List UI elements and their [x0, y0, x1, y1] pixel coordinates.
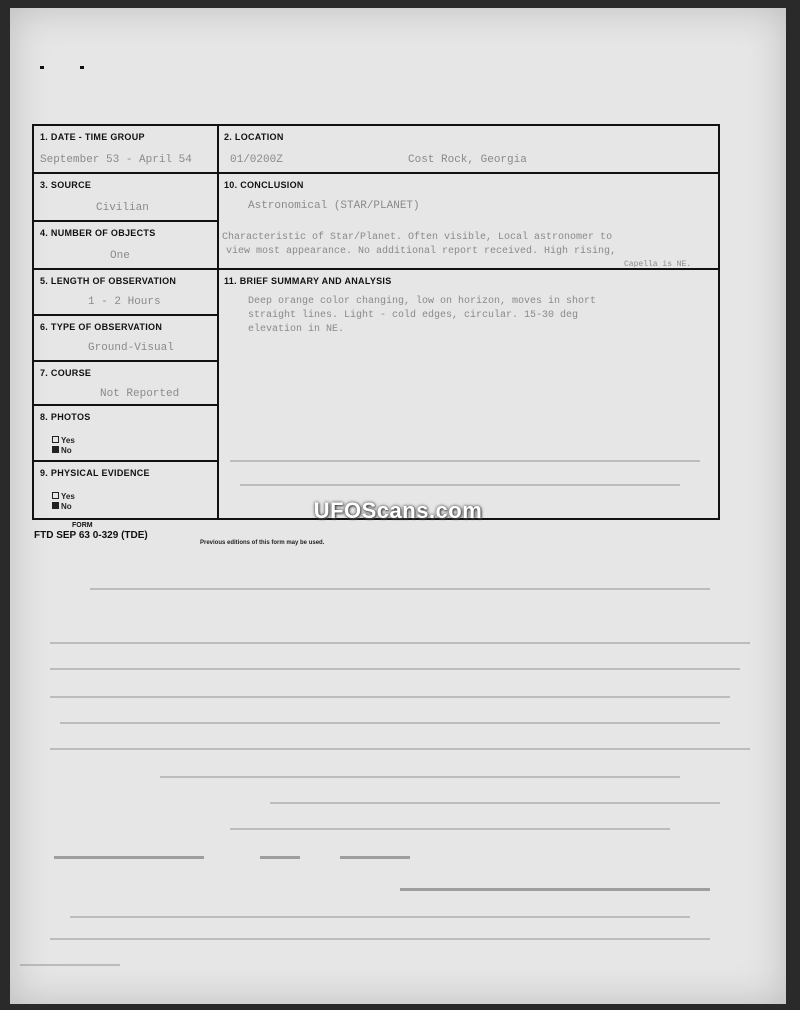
- bleed-through-mark: [340, 856, 410, 859]
- photos-label: 8. PHOTOS: [40, 412, 91, 422]
- length-of-observation-label: 5. LENGTH OF OBSERVATION: [40, 276, 177, 286]
- bleed-through-mark: [270, 802, 720, 804]
- brief-summary-line: Deep orange color changing, low on horizon, moves in short: [248, 296, 597, 307]
- conclusion-note-line: view most appearance. No additional report received. High rising,: [226, 246, 617, 257]
- number-of-objects-label: 4. NUMBER OF OBJECTS: [40, 228, 156, 238]
- row-divider: [34, 268, 718, 270]
- bleed-through-mark: [60, 722, 720, 724]
- bleed-through-mark: [70, 916, 690, 918]
- bleed-through-mark: [90, 588, 710, 590]
- number-of-objects-value: One: [110, 250, 130, 262]
- length-of-observation-value: 1 - 2 Hours: [88, 296, 161, 308]
- form-word: FORM: [72, 522, 93, 529]
- speck-mark: [40, 66, 44, 69]
- date-time-group-value: September 53 - April 54: [40, 154, 192, 166]
- location-code: 01/0200Z: [230, 154, 283, 166]
- bleed-through-mark: [50, 748, 750, 750]
- speck-mark: [80, 66, 84, 69]
- location-place: Cost Rock, Georgia: [408, 154, 527, 166]
- row-divider: [34, 460, 217, 462]
- brief-summary-line: straight lines. Light - cold edges, circular. 15-30 deg: [248, 310, 579, 321]
- date-time-group-label: 1. DATE - TIME GROUP: [40, 132, 145, 142]
- bleed-through-mark: [230, 460, 700, 462]
- bleed-through-mark: [50, 938, 710, 940]
- location-label: 2. LOCATION: [224, 132, 284, 142]
- physical-evidence-label: 9. PHYSICAL EVIDENCE: [40, 468, 150, 478]
- form-number: FTD SEP 63 0-329 (TDE): [34, 530, 148, 541]
- bleed-through-mark: [230, 828, 670, 830]
- physical-evidence-no-option: No: [52, 502, 72, 511]
- bleed-through-mark: [260, 856, 300, 859]
- photos-no-option: No: [52, 446, 72, 455]
- bleed-through-mark: [240, 484, 680, 486]
- bleed-through-mark: [54, 856, 204, 859]
- bleed-through-mark: [50, 668, 740, 670]
- row-divider: [34, 172, 718, 174]
- form-note: Previous editions of this form may be used.: [200, 540, 325, 546]
- row-divider: [34, 360, 217, 362]
- conclusion-note-line: Characteristic of Star/Planet. Often visible, Local astronomer to: [222, 232, 613, 243]
- photos-yes-option: Yes: [52, 436, 75, 445]
- bleed-through-mark: [160, 776, 680, 778]
- row-divider: [34, 314, 217, 316]
- bleed-through-mark: [50, 696, 730, 698]
- bleed-through-mark: [20, 964, 120, 966]
- brief-summary-label: 11. BRIEF SUMMARY AND ANALYSIS: [224, 276, 392, 286]
- checkbox-icon: [52, 436, 59, 443]
- row-divider: [34, 220, 217, 222]
- type-of-observation-label: 6. TYPE OF OBSERVATION: [40, 322, 163, 332]
- course-value: Not Reported: [100, 388, 180, 400]
- conclusion-note-line: Capella is NE.: [624, 260, 692, 269]
- bleed-through-mark: [400, 888, 710, 891]
- row-divider: [34, 404, 217, 406]
- brief-summary-line: elevation in NE.: [248, 324, 345, 335]
- watermark-text: UFOScans.com: [313, 498, 483, 523]
- checkbox-checked-icon: [52, 446, 59, 453]
- physical-evidence-yes-option: Yes: [52, 492, 75, 501]
- column-divider: [217, 126, 219, 518]
- course-label: 7. COURSE: [40, 368, 92, 378]
- type-of-observation-value: Ground-Visual: [88, 342, 174, 354]
- bleed-through-mark: [50, 642, 750, 644]
- source-label: 3. SOURCE: [40, 180, 92, 190]
- document-page: [10, 8, 786, 1004]
- conclusion-value: Astronomical (STAR/PLANET): [248, 200, 420, 212]
- conclusion-label: 10. CONCLUSION: [224, 180, 304, 190]
- source-value: Civilian: [96, 202, 149, 214]
